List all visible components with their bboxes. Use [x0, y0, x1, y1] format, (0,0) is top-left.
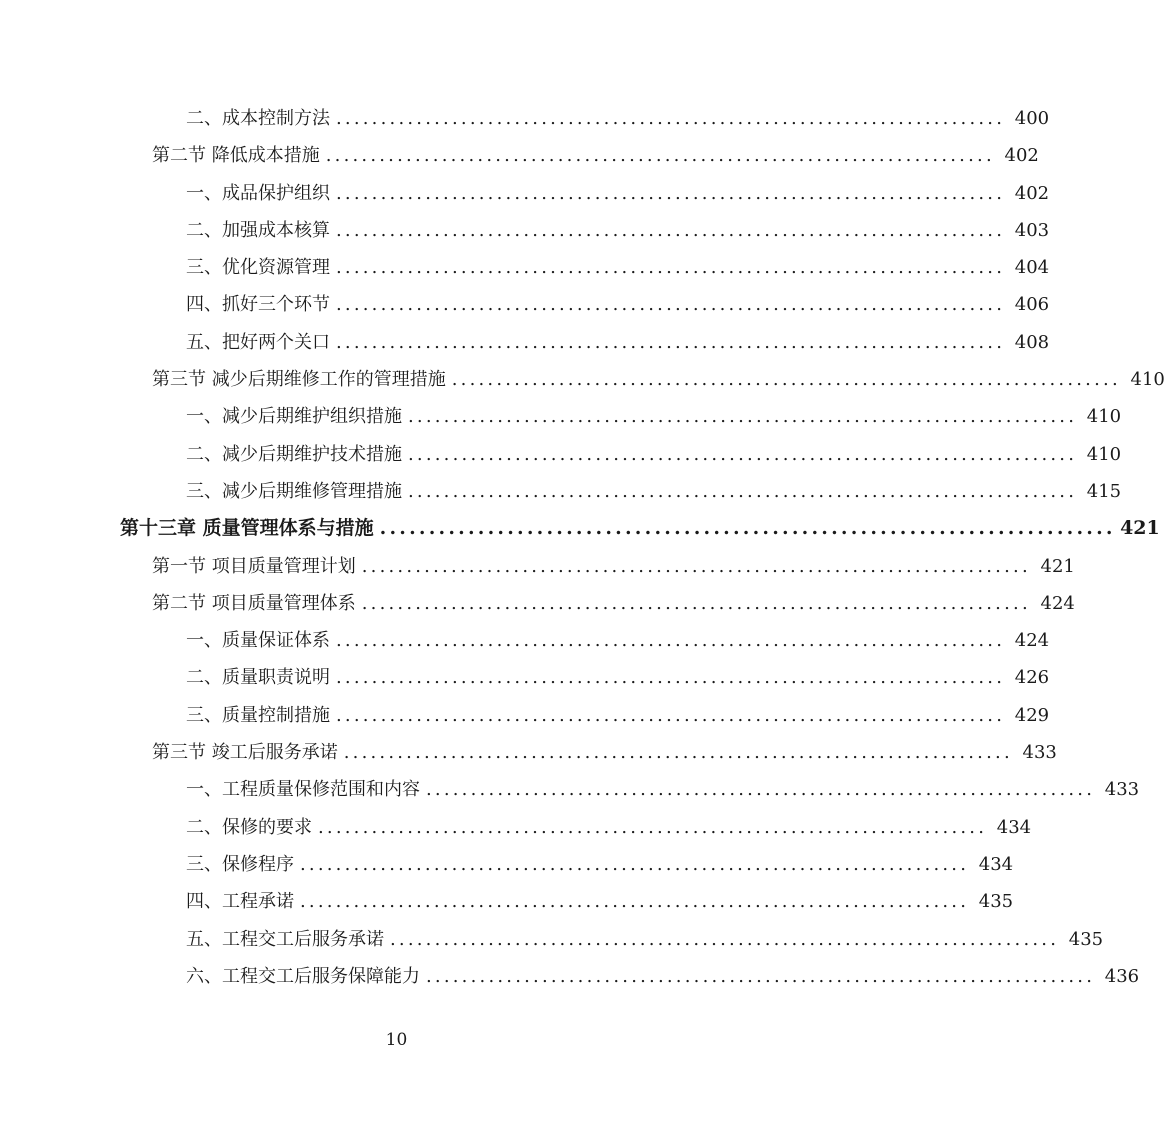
- dot-leader: ...........................................................................: [325, 145, 995, 167]
- toc-entry-page: 403: [1014, 219, 1050, 241]
- toc-entry-title: 五、把好两个关口: [186, 331, 330, 353]
- dot-leader: ...........................................................................: [390, 928, 1060, 950]
- toc-entry-title: 二、加强成本核算: [186, 219, 330, 241]
- dot-leader: ...........................................................................: [336, 667, 1006, 689]
- toc-entry-title: 三、保修程序: [186, 853, 294, 875]
- toc-entry-title: 第二节 降低成本措施: [152, 145, 320, 167]
- toc-entry[interactable]: [186, 398, 1122, 435]
- toc-entry[interactable]: [186, 436, 1122, 473]
- toc-entry-page: 410: [1130, 369, 1165, 391]
- dot-leader: ...........................................................................: [336, 257, 1006, 279]
- toc-entry-page: 429: [1014, 704, 1050, 726]
- toc-entry-page: 421: [1040, 555, 1075, 577]
- dot-leader: ...........................................................................: [361, 592, 1031, 614]
- toc-entry-page: 436: [1104, 965, 1140, 987]
- toc-entry-page: 424: [1014, 630, 1050, 652]
- toc-entry[interactable]: [186, 175, 1050, 212]
- toc-entry-page: 404: [1014, 257, 1050, 279]
- toc-entry[interactable]: [186, 286, 1050, 323]
- toc-entry-page: 406: [1014, 294, 1050, 316]
- toc-entry-title: 二、保修的要求: [186, 816, 312, 838]
- toc-entry-page: 433: [1022, 742, 1057, 764]
- toc-entry-title: 四、抓好三个环节: [186, 294, 330, 316]
- dot-leader: ...........................................................................: [336, 704, 1006, 726]
- toc-entry-title: 第二节 项目质量管理体系: [152, 592, 356, 614]
- toc-entry-page: 426: [1014, 667, 1050, 689]
- dot-leader: ...........................................................................: [426, 965, 1096, 987]
- toc-entry-page: 434: [978, 853, 1014, 875]
- dot-leader: ...........................................................................: [300, 891, 970, 913]
- toc-entry-title: 二、成本控制方法: [186, 108, 330, 129]
- toc-entry-page: 410: [1086, 406, 1122, 428]
- dot-leader: ...........................................................................: [451, 369, 1121, 391]
- toc-entry[interactable]: [152, 585, 1075, 622]
- toc-entry[interactable]: [186, 622, 1050, 659]
- dot-leader: ...........................................................................: [336, 630, 1006, 652]
- toc-entry-page: 435: [978, 891, 1014, 913]
- dot-leader: ...........................................................................: [336, 108, 1006, 129]
- toc-entry-page: 424: [1040, 592, 1075, 614]
- toc-entry[interactable]: [186, 212, 1050, 249]
- toc-entry-page: 402: [1004, 145, 1039, 167]
- toc-entry-page: 402: [1014, 182, 1050, 204]
- toc-entry[interactable]: [186, 809, 1032, 846]
- toc-entry-title: 第三节 竣工后服务承诺: [152, 742, 338, 764]
- toc-entry-title: 三、质量控制措施: [186, 704, 330, 726]
- toc-entry[interactable]: [186, 846, 1014, 883]
- toc-entry[interactable]: [186, 249, 1050, 286]
- toc-entry[interactable]: [152, 137, 1039, 174]
- toc-entry-title: 三、优化资源管理: [186, 257, 330, 279]
- toc-entry[interactable]: [186, 771, 1140, 808]
- toc-entry[interactable]: [152, 734, 1057, 771]
- dot-leader: ...........................................................................: [408, 443, 1078, 465]
- toc-entry-title: 三、减少后期维修管理措施: [186, 480, 402, 502]
- toc-entry-title: 一、质量保证体系: [186, 630, 330, 652]
- toc-entry[interactable]: [186, 659, 1050, 696]
- toc-entry[interactable]: [120, 510, 1160, 547]
- toc-entry-title: 六、工程交工后服务保障能力: [186, 965, 420, 987]
- toc-entry[interactable]: [152, 361, 1165, 398]
- toc-entry-page: 433: [1104, 779, 1140, 801]
- toc-entry-page: 434: [996, 816, 1032, 838]
- dot-leader: ...........................................................................: [361, 555, 1031, 577]
- dot-leader: ...........................................................................: [426, 779, 1096, 801]
- toc-entry-title: 二、减少后期维护技术措施: [186, 443, 402, 465]
- toc-entry[interactable]: [186, 100, 1050, 137]
- toc-entry[interactable]: [186, 697, 1050, 734]
- toc-entry[interactable]: [186, 883, 1014, 920]
- toc-entry-title: 一、工程质量保修范围和内容: [186, 779, 420, 801]
- toc-entry-page: 408: [1014, 331, 1050, 353]
- toc-entry-title: 一、减少后期维护组织措施: [186, 406, 402, 428]
- toc-entry-page: 410: [1086, 443, 1122, 465]
- dot-leader: ...........................................................................: [318, 816, 988, 838]
- toc-entry-page: 400: [1014, 108, 1050, 129]
- toc-entry-page: 415: [1086, 480, 1122, 502]
- toc-entry-title: 四、工程承诺: [186, 891, 294, 913]
- toc-entry-title: 二、质量职责说明: [186, 667, 330, 689]
- toc-entry[interactable]: [186, 473, 1122, 510]
- toc-entry[interactable]: [186, 324, 1050, 361]
- dot-leader: ...........................................................................: [336, 331, 1006, 353]
- dot-leader: ...........................................................................: [343, 742, 1013, 764]
- toc-entry-title: 五、工程交工后服务承诺: [186, 928, 384, 950]
- toc-entry-page: 435: [1068, 928, 1104, 950]
- dot-leader: ...........................................................................: [336, 294, 1006, 316]
- table-of-contents: [0, 100, 1165, 995]
- dot-leader: ...........................................................................: [336, 219, 1006, 241]
- toc-entry-title: 一、成品保护组织: [186, 182, 330, 204]
- toc-entry[interactable]: [186, 958, 1140, 995]
- toc-entry-title: 第十三章 质量管理体系与措施: [120, 517, 374, 540]
- dot-leader: ...........................................................................: [379, 517, 1116, 540]
- toc-entry-title: 第一节 项目质量管理计划: [152, 555, 356, 577]
- page-number: 10: [385, 1030, 408, 1050]
- dot-leader: ...........................................................................: [408, 406, 1078, 428]
- dot-leader: ...........................................................................: [336, 182, 1006, 204]
- toc-entry[interactable]: [186, 921, 1104, 958]
- dot-leader: ...........................................................................: [300, 853, 970, 875]
- toc-entry-title: 第三节 减少后期维修工作的管理措施: [152, 369, 446, 391]
- dot-leader: ...........................................................................: [408, 480, 1078, 502]
- toc-entry-page: 421: [1120, 517, 1160, 540]
- toc-entry[interactable]: [152, 548, 1075, 585]
